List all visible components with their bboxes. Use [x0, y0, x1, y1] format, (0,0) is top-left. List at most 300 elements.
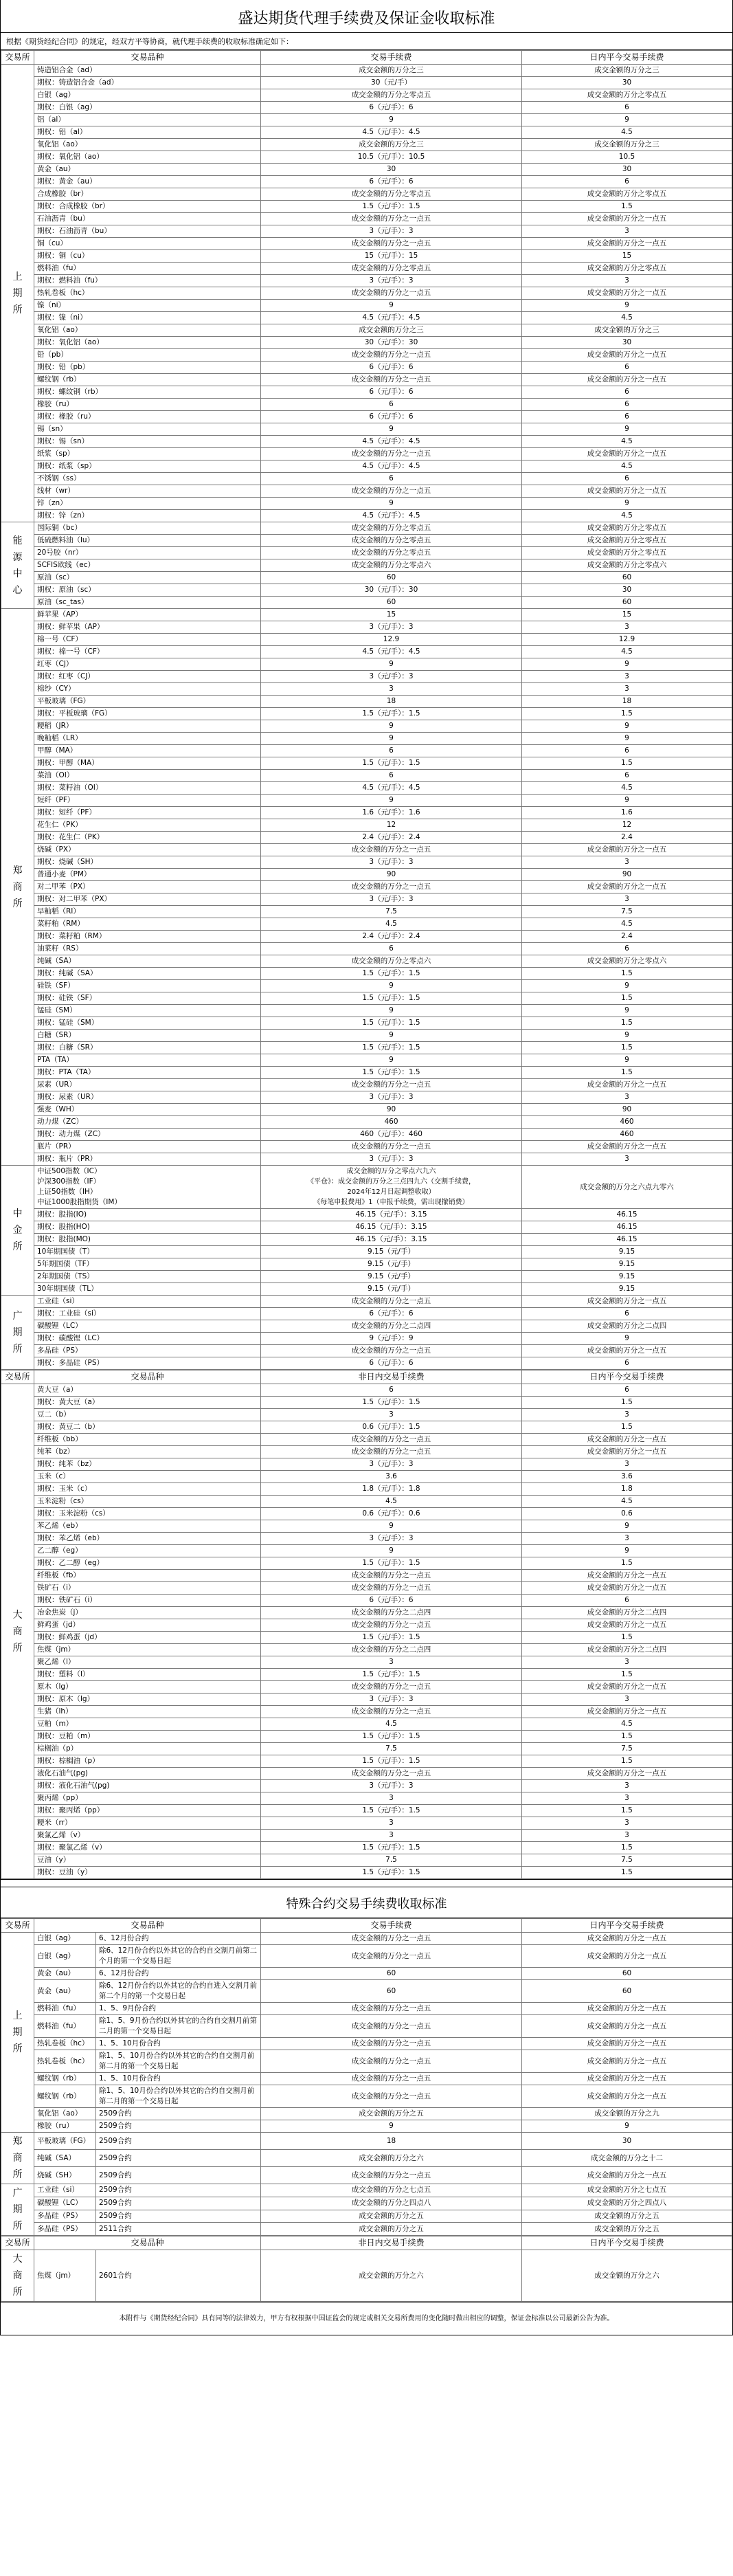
intraday-fee-cell: 3: [522, 1780, 732, 1792]
table-row: [1, 1644, 732, 1656]
fee-cell: 46.15（元/手）：3.15: [261, 1221, 522, 1234]
table-row: [1, 126, 732, 139]
table-row: [1, 1005, 732, 1017]
fee-cell: 成交金额的万分之一点五: [261, 844, 522, 856]
table-row: [1, 1780, 732, 1792]
exchange-name: 上期所: [12, 2010, 23, 2054]
fee-cell: [261, 1166, 522, 1209]
fee-cell: 1.5（元/手）：1.5: [261, 1632, 522, 1644]
intraday-fee-cell: 3: [522, 225, 732, 238]
product-cell: 平板玻璃（FG）: [34, 2133, 96, 2150]
intraday-fee-cell: 成交金额的万分之一点五: [522, 1446, 732, 1458]
intraday-fee-cell: 6: [522, 473, 732, 485]
intraday-fee-cell: 4.5: [522, 126, 732, 139]
intraday-fee-cell: 成交金额的万分之一点五: [522, 485, 732, 498]
fee-cell: 成交金额的万分之一点五: [261, 2015, 522, 2038]
product-cell: 期权：石油沥青（bu）: [34, 225, 261, 238]
product-cell: 期权：豆油（y）: [34, 1867, 261, 1879]
table-row: [1, 1768, 732, 1780]
fee-cell: 7.5: [261, 1854, 522, 1867]
product-cell: 粳稻（JR）: [34, 720, 261, 733]
table-row: [1, 1656, 732, 1669]
table-row: [1, 671, 732, 683]
fee-cell: 3（元/手）：3: [261, 225, 522, 238]
table-row: [1, 1755, 732, 1768]
product-cell: 期权：镍（ni）: [34, 312, 261, 324]
intraday-fee-cell: 3: [522, 1830, 732, 1842]
table-row: [1, 1209, 732, 1221]
intraday-fee-cell: 9: [522, 1005, 732, 1017]
intraday-fee-cell: 4.5: [522, 312, 732, 324]
table-row: [1, 65, 732, 77]
contract-cell: 2509合约: [96, 2108, 261, 2120]
table-row: [1, 1694, 732, 1706]
intraday-fee-cell: 9: [522, 720, 732, 733]
product-cell: 石油沥青（bu）: [34, 213, 261, 225]
intraday-fee-cell: 成交金额的万分之一点五: [522, 2050, 732, 2073]
product-cell: 红枣（CJ）: [34, 658, 261, 671]
intraday-fee-cell: 成交金额的万分之一点五: [522, 2015, 732, 2038]
intraday-fee-cell: 成交金额的万分之十二: [522, 2150, 732, 2167]
intraday-fee-cell: 1.5: [522, 1755, 732, 1768]
product-cell: 期权：黄金（au）: [34, 176, 261, 188]
intraday-fee-cell: 3: [522, 275, 732, 287]
product-cell: 不锈钢（ss）: [34, 473, 261, 485]
table-row: [1, 832, 732, 844]
product-cell: 低硫燃料油（lu）: [34, 535, 261, 547]
fee-cell: 3（元/手）：3: [261, 275, 522, 287]
product-cell: 白银（ag）: [34, 1933, 96, 1945]
product-cell: 聚氯乙烯（v）: [34, 1830, 261, 1842]
intraday-fee-cell: 成交金额的万分之一点五: [522, 374, 732, 386]
intraday-fee-cell: 6: [522, 102, 732, 114]
fee-cell: 12.9: [261, 634, 522, 646]
product-cell: 期权：动力煤（ZC）: [34, 1129, 261, 1141]
intraday-fee-cell: 9.15: [522, 1258, 732, 1271]
fee-cell: 9: [261, 980, 522, 992]
table-row: [1, 1296, 732, 1308]
fee-line: 《每笔申报费用》1（申报手续费，需出现撤销费）: [313, 1199, 469, 1206]
fee-cell: 4.5: [261, 918, 522, 931]
fee-cell: 6（元/手）：6: [261, 1357, 522, 1370]
exchange-name: 大商所: [12, 2254, 23, 2298]
fee-cell: 成交金额的万分之零点五: [261, 522, 522, 535]
fee-line: 成交金额的万分之零点六九六: [346, 1168, 436, 1175]
header-intraday: 日内平今交易手续费: [522, 1370, 732, 1384]
product-cell: 纤维板（fb）: [34, 1570, 261, 1582]
fee-cell: 46.15（元/手）：3.15: [261, 1234, 522, 1246]
intraday-fee-cell: 30: [522, 337, 732, 349]
table-row: [1, 584, 732, 597]
exchange-cell: [1, 2250, 34, 2302]
table-row: [1, 485, 732, 498]
table-row: [1, 1258, 732, 1271]
table-row: [1, 1421, 732, 1434]
table-row: [1, 1743, 732, 1755]
table-row: [1, 1221, 732, 1234]
product-cell: 橡胶（ru）: [34, 2120, 96, 2133]
product-cell: 期权：黄大豆（a）: [34, 1397, 261, 1409]
product-cell: 期权：菜籽油（OI）: [34, 782, 261, 795]
product-cell: 纯苯（bz）: [34, 1446, 261, 1458]
intraday-fee-cell: 9: [522, 300, 732, 312]
fee-table-body: [1, 65, 732, 1370]
table-row: [1, 720, 732, 733]
fee-cell: 3: [261, 1792, 522, 1805]
intraday-fee-cell: 4.5: [522, 1496, 732, 1508]
fee-cell: 成交金额的万分之零点六: [261, 955, 522, 968]
table-row: [1, 1792, 732, 1805]
intraday-fee-cell: 9: [522, 1520, 732, 1533]
table-row: [1, 1246, 732, 1258]
product-cell: 期权：乙二醇（eg）: [34, 1557, 261, 1570]
fee-cell: 60: [261, 597, 522, 609]
intraday-fee-cell: 成交金额的万分之三: [522, 324, 732, 337]
fee-cell: 成交金额的万分之三: [261, 139, 522, 151]
product-cell: 期权：锡（sn）: [34, 436, 261, 448]
header-exchange: 交易所: [1, 51, 34, 65]
fee-cell: 6（元/手）：6: [261, 102, 522, 114]
intraday-fee-cell: 3.6: [522, 1471, 732, 1483]
fee-cell: 9.15（元/手）: [261, 1258, 522, 1271]
intraday-fee-cell: 90: [522, 869, 732, 881]
table-row: [1, 918, 732, 931]
table-row: [1, 795, 732, 807]
table-row: [1, 1508, 732, 1520]
table-header-row: [1, 51, 732, 65]
fee-cell: 成交金额的万分之一点五: [261, 2085, 522, 2108]
intraday-fee-cell: 成交金额的万分之一点五: [522, 1619, 732, 1632]
product-cell: 线材（wr）: [34, 485, 261, 498]
product-cell: 燃料油（fu）: [34, 263, 261, 275]
product-cell: 豆油（y）: [34, 1854, 261, 1867]
fee-cell: 4.5: [261, 1718, 522, 1731]
intraday-fee-cell: 1.5: [522, 757, 732, 770]
fee-cell: 成交金额的万分之一点五: [261, 1933, 522, 1945]
intraday-fee-cell: 1.5: [522, 1397, 732, 1409]
product-cell: 原油（sc_tas）: [34, 597, 261, 609]
fee-cell: 9.15（元/手）: [261, 1283, 522, 1296]
product-cell: 甲醇（MA）: [34, 745, 261, 757]
product-cell: 多晶硅（PS）: [34, 2223, 96, 2236]
intraday-fee-cell: 7.5: [522, 1743, 732, 1755]
intraday-fee-cell: 成交金额的万分之零点五: [522, 547, 732, 559]
fee-cell: 6: [261, 770, 522, 782]
fee-cell: 成交金额的万分之一点五: [261, 1296, 522, 1308]
product-cell: 焦煤（jm）: [34, 2250, 96, 2302]
fee-cell: 9: [261, 720, 522, 733]
product-cell: 期权：白银（ag）: [34, 102, 261, 114]
fee-cell: 3（元/手）：3: [261, 1153, 522, 1166]
intraday-fee-cell: 3: [522, 683, 732, 696]
intraday-fee-cell: 9: [522, 1030, 732, 1042]
intraday-fee-cell: 15: [522, 250, 732, 263]
table-row: [1, 572, 732, 584]
intraday-fee-cell: 成交金额的万分之一点五: [522, 1296, 732, 1308]
intraday-fee-cell: 460: [522, 1129, 732, 1141]
table-row: [1, 1520, 732, 1533]
table-row: [1, 275, 732, 287]
fee-cell: 1.5（元/手）：1.5: [261, 1867, 522, 1879]
fee-cell: 6（元/手）：6: [261, 411, 522, 423]
special-table-body: [1, 1933, 732, 2236]
intraday-fee-cell: 成交金额的万分之一点五: [522, 1706, 732, 1718]
table-row: [1, 114, 732, 126]
intraday-fee-cell: 7.5: [522, 906, 732, 918]
intraday-fee-cell: 3: [522, 893, 732, 906]
intraday-fee-cell: 成交金额的万分之一点五: [522, 448, 732, 460]
fee-cell: 3: [261, 1656, 522, 1669]
table-row: [1, 1357, 732, 1370]
contract-cell: 2509合约: [96, 2120, 261, 2133]
product-cell: 期权：原油（sc）: [34, 584, 261, 597]
contract-cell: 1、5、10月份合约: [96, 2073, 261, 2085]
fee-cell: 成交金额的万分之一点五: [261, 1141, 522, 1153]
table-row: [1, 559, 732, 572]
contract-cell: 除1、5、10月份合约以外其它的合约自交割月前第二月的第一个交易日起: [96, 2050, 261, 2073]
intraday-fee-cell: 9.15: [522, 1271, 732, 1283]
table-row: [1, 547, 732, 559]
header-product: 交易品种: [34, 1919, 261, 1933]
intraday-fee-cell: 9: [522, 2120, 732, 2133]
fee-cell: 3.6: [261, 1471, 522, 1483]
product-cell: 焦煤（jm）: [34, 1644, 261, 1656]
product-cell: 期权：锰硅（SM）: [34, 1017, 261, 1030]
fee-cell: 成交金额的万分之一点五: [261, 1619, 522, 1632]
product-cell: 氧化铝（ao）: [34, 139, 261, 151]
fee-cell: 0.6（元/手）：0.6: [261, 1508, 522, 1520]
table-row: [1, 510, 732, 522]
intraday-fee-cell: 1.5: [522, 992, 732, 1005]
intraday-fee-cell: 9: [522, 795, 732, 807]
intraday-fee-cell: 成交金额的万分之零点六: [522, 559, 732, 572]
intraday-fee-cell: 6: [522, 745, 732, 757]
table-row: [1, 2184, 732, 2197]
intraday-fee-cell: 460: [522, 1116, 732, 1129]
intraday-fee-cell: 1.5: [522, 708, 732, 720]
intraday-fee-cell: 成交金额的万分之六点九零六: [522, 1166, 732, 1209]
intro-text: 根据《期货经纪合同》的规定，经双方平等协商，就代理手续费的收取标准确定如下：: [1, 33, 732, 50]
table-row: [1, 869, 732, 881]
product-line: 上证50指数（IH）: [37, 1188, 98, 1196]
table-row: [1, 1345, 732, 1357]
table-row: [1, 2073, 732, 2085]
intraday-fee-cell: 成交金额的万分之一点五: [522, 881, 732, 893]
product-cell: 铝（al）: [34, 114, 261, 126]
fee-cell: 4.5（元/手）：4.5: [261, 436, 522, 448]
table-row: [1, 782, 732, 795]
table-row: [1, 683, 732, 696]
intraday-fee-cell: 成交金额的万分之四点八: [522, 2197, 732, 2210]
table-row: [1, 473, 732, 485]
table-row: [1, 460, 732, 473]
product-cell: 镍（ni）: [34, 300, 261, 312]
intraday-fee-cell: 9: [522, 1333, 732, 1345]
product-cell: 期权：铸造铝合金（ad）: [34, 77, 261, 89]
exchange-cell: [1, 2133, 34, 2184]
fee-cell: 成交金额的万分之一点五: [261, 448, 522, 460]
product-cell: 铸造铝合金（ad）: [34, 65, 261, 77]
product-cell: 黄金（au）: [34, 164, 261, 176]
table-row: [1, 1582, 732, 1595]
product-cell: 黄金（au）: [34, 1980, 96, 2003]
header-product: 交易品种: [34, 51, 261, 65]
table-row: [1, 2250, 732, 2302]
contract-cell: 6、12月份合约: [96, 1933, 261, 1945]
fee-cell: 90: [261, 1104, 522, 1116]
table-row: [1, 386, 732, 399]
table-row: [1, 1271, 732, 1283]
fee-cell: 3（元/手）：3: [261, 856, 522, 869]
table-row: [1, 770, 732, 782]
contract-cell: 6、12月份合约: [96, 1968, 261, 1980]
product-cell: 期权：锌（zn）: [34, 510, 261, 522]
table-row: [1, 1333, 732, 1345]
table-row: [1, 1384, 732, 1397]
fee-cell: 6（元/手）：6: [261, 176, 522, 188]
contract-cell: 2509合约: [96, 2167, 261, 2184]
product-cell: 粳米（rr）: [34, 1817, 261, 1830]
fee-cell: 10.5（元/手）：10.5: [261, 151, 522, 164]
product-cell: 期权：聚丙烯（pp）: [34, 1805, 261, 1817]
table-row: [1, 1669, 732, 1681]
product-cell: 期权：豆粕（m）: [34, 1731, 261, 1743]
fee-cell: 成交金额的万分之一点五: [261, 1570, 522, 1582]
fee-cell: 4.5（元/手）：4.5: [261, 782, 522, 795]
product-cell: 聚乙烯（l）: [34, 1656, 261, 1669]
table-row: [1, 436, 732, 448]
table-row: [1, 522, 732, 535]
product-line: 中证1000股指期货（IM）: [37, 1198, 122, 1206]
intraday-fee-cell: 1.5: [522, 1731, 732, 1743]
contract-cell: 2509合约: [96, 2210, 261, 2223]
product-cell: 热轧卷板（hc）: [34, 2050, 96, 2073]
header-fee: 交易手续费: [261, 51, 522, 65]
intraday-fee-cell: 3: [522, 1656, 732, 1669]
intraday-fee-cell: 30: [522, 164, 732, 176]
fee-cell: 3（元/手）：3: [261, 893, 522, 906]
fee-cell: 6（元/手）：6: [261, 1595, 522, 1607]
intraday-fee-cell: 成交金额的万分之一点五: [522, 1681, 732, 1694]
fee-cell: 成交金额的万分之一点五: [261, 1582, 522, 1595]
intraday-fee-cell: 4.5: [522, 918, 732, 931]
fee-cell: 6: [261, 943, 522, 955]
table-row: [1, 139, 732, 151]
product-cell: 菜油（OI）: [34, 770, 261, 782]
fee-cell: 1.5（元/手）：1.5: [261, 708, 522, 720]
table-row: [1, 1166, 732, 1209]
special-fee-table-dce: [1, 2236, 732, 2302]
table-row: [1, 745, 732, 757]
fee-cell: 1.5（元/手）：1.5: [261, 1805, 522, 1817]
table-row: [1, 1397, 732, 1409]
fee-cell: 90: [261, 869, 522, 881]
table-row: [1, 906, 732, 918]
contract-cell: 2509合约: [96, 2197, 261, 2210]
product-cell: 鲜鸡蛋（jd）: [34, 1619, 261, 1632]
table-row: [1, 164, 732, 176]
intraday-fee-cell: 1.8: [522, 1483, 732, 1496]
intraday-fee-cell: 1.5: [522, 1669, 732, 1681]
product-cell: 豆粕（m）: [34, 1718, 261, 1731]
exchange-name: 大商所: [12, 1609, 23, 1654]
table-row: [1, 1409, 732, 1421]
intraday-fee-cell: 成交金额的万分之零点五: [522, 535, 732, 547]
table-row: [1, 213, 732, 225]
table-row: [1, 2133, 732, 2150]
product-cell: 液化石油气(pg): [34, 1768, 261, 1780]
product-cell: 期权：聚氯乙烯（v）: [34, 1842, 261, 1854]
table-row: [1, 893, 732, 906]
contract-cell: 除1、5、9月份合约以外其它的合约自交割月前第二月的第一个交易日起: [96, 2015, 261, 2038]
fee-cell: 成交金额的万分之五: [261, 2223, 522, 2236]
table-row: [1, 708, 732, 720]
contract-cell: 1、5、9月份合约: [96, 2003, 261, 2015]
table-row: [1, 1320, 732, 1333]
fee-cell: 9.15（元/手）: [261, 1271, 522, 1283]
intraday-fee-cell: 成交金额的万分之五: [522, 2223, 732, 2236]
fee-cell: 成交金额的万分之一点五: [261, 2038, 522, 2050]
table-row: [1, 349, 732, 362]
intraday-fee-cell: 3: [522, 1153, 732, 1166]
intraday-fee-cell: 成交金额的万分之六: [522, 2250, 732, 2302]
product-cell: 冶金焦炭（j）: [34, 1607, 261, 1619]
intraday-fee-cell: 3: [522, 1458, 732, 1471]
product-cell: 烧碱（SH）: [34, 2167, 96, 2184]
product-cell: 期权：甲醇（MA）: [34, 757, 261, 770]
intraday-fee-cell: 9: [522, 1545, 732, 1557]
contract-cell: 2509合约: [96, 2150, 261, 2167]
product-cell: 短纤（PF）: [34, 795, 261, 807]
product-cell: 期权：合成橡胶（br）: [34, 201, 261, 213]
product-cell: 螺纹钢（rb）: [34, 374, 261, 386]
fee-cell: 15: [261, 609, 522, 621]
fee-cell: 9: [261, 1545, 522, 1557]
fee-cell: 1.5（元/手）：1.5: [261, 1842, 522, 1854]
fee-cell: 成交金额的万分之一点五: [261, 2050, 522, 2073]
table-row: [1, 151, 732, 164]
fee-line: 《平仓》：成交金额的万分之三点四九六（交割手续费，: [307, 1178, 475, 1186]
fee-cell: 4.5（元/手）：4.5: [261, 126, 522, 139]
table-row: [1, 1153, 732, 1166]
fee-cell: 60: [261, 1968, 522, 1980]
intraday-fee-cell: 成交金额的万分之一点五: [522, 2073, 732, 2085]
intraday-fee-cell: 3: [522, 1694, 732, 1706]
fee-cell: 1.5（元/手）：1.5: [261, 1557, 522, 1570]
table-row: [1, 1681, 732, 1694]
fee-cell: 6（元/手）：6: [261, 362, 522, 374]
fee-cell: 1.5（元/手）：1.5: [261, 1669, 522, 1681]
exchange-cell: [1, 1384, 34, 1879]
intraday-fee-cell: 4.5: [522, 782, 732, 795]
product-line: 沪深300指数（IF）: [37, 1177, 101, 1186]
table-row: [1, 1557, 732, 1570]
intraday-fee-cell: 成交金额的万分之一点五: [522, 1768, 732, 1780]
product-cell: 工业硅（si）: [34, 1296, 261, 1308]
header-product: 交易品种: [34, 2236, 261, 2250]
fee-cell: 成交金额的万分之二点四: [261, 1644, 522, 1656]
table-row: [1, 1570, 732, 1582]
fee-cell: 18: [261, 2133, 522, 2150]
table-row: [1, 2003, 732, 2015]
product-cell: 期权：苯乙烯（eb）: [34, 1533, 261, 1545]
table-row: [1, 1718, 732, 1731]
fee-cell: 9: [261, 733, 522, 745]
intraday-fee-cell: 6: [522, 411, 732, 423]
product-cell: 期权：塑料（l）: [34, 1669, 261, 1681]
fee-cell: 成交金额的万分之六: [261, 2150, 522, 2167]
fee-cell: 成交金额的万分之一点五: [261, 213, 522, 225]
